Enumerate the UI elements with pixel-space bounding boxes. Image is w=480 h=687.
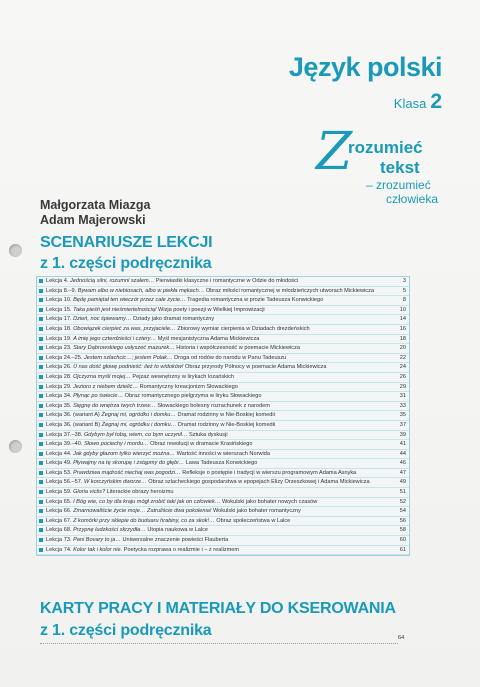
lesson-number: Lekcja 39.–40.	[46, 441, 83, 448]
series-logo	[316, 122, 446, 224]
lesson-title: Słowo pociechy i mordu…	[83, 441, 149, 448]
lesson-description: Wokulski jako bohater romantyczny	[211, 508, 301, 515]
table-of-contents	[36, 276, 410, 556]
toc-entry	[37, 431, 409, 441]
section1-subtitle: z 1. części podręcznika	[40, 255, 212, 272]
bullet-icon	[39, 279, 43, 283]
lesson-description: Literackie obrazy heroizmu	[105, 489, 174, 496]
page-number: 52	[399, 498, 406, 505]
lesson-number: Lekcja 73.	[46, 537, 72, 544]
lesson-number: Lekcja 34.	[46, 393, 72, 400]
grade-number: 2	[430, 90, 442, 113]
lesson-title: Gloria victis?	[73, 489, 106, 496]
bullet-icon	[39, 433, 43, 437]
lesson-title: Płynąc po świecie…	[73, 393, 124, 400]
lesson-title: Sięgnę do wnętrza twych trzew…	[73, 402, 156, 409]
lesson-title: Przypnę ludzkości skrzydła…	[73, 527, 146, 534]
toc-entry	[37, 315, 409, 325]
lesson-title: Jezioro z niebem dzielić…	[73, 383, 139, 390]
bullet-icon	[39, 519, 43, 523]
lesson-description: Obraz społeczeństwa w Lalce	[214, 517, 291, 524]
bullet-icon	[39, 375, 43, 379]
page-number: 31	[399, 393, 406, 400]
leader-dots	[40, 642, 398, 644]
toc-entry	[37, 306, 409, 316]
bullet-icon	[39, 385, 43, 389]
toc-entry	[37, 450, 409, 460]
toc-entry	[37, 373, 409, 383]
bullet-icon	[39, 394, 43, 398]
toc-entry	[37, 363, 409, 373]
page-number: 18	[399, 335, 406, 342]
lesson-title: Pani Bovary to ja…	[73, 537, 121, 544]
lesson-number: Lekcja 59.	[46, 489, 72, 496]
page-number: 10	[399, 306, 406, 313]
lesson-title: Zmarnowaliście życie moje… Zatruliście dwa pokolenia!	[73, 508, 212, 515]
toc-entry	[37, 546, 409, 556]
page-number: 60	[399, 537, 406, 544]
lesson-number: Lekcja 36. (wariant A)	[46, 412, 100, 419]
lesson-description: Słowackiego bolesny rozrachunek z narodem	[155, 402, 270, 409]
lesson-number: Lekcja 17.	[46, 316, 72, 323]
lesson-description: Pejzaż wewnętrzny w lirykach lozańskich	[130, 373, 235, 380]
page-number: 8	[402, 297, 406, 304]
toc-entry	[37, 287, 409, 297]
lesson-number: Lekcja 29.	[46, 383, 72, 390]
toc-entry	[37, 277, 409, 287]
page-number: 5	[402, 287, 406, 294]
lesson-description: Obraz romantycznego pielgrzyma w liryku Słowackiego	[123, 393, 262, 400]
lesson-title: Kolor tak i kolor nie.	[73, 546, 123, 553]
lesson-title: Taka pieśń jest nieśmiertelnością!	[73, 306, 157, 313]
lesson-description: Droga od rodów do narodu w Panu Tadeuszu	[172, 354, 287, 361]
toc-entry	[37, 478, 409, 488]
toc-entry	[37, 440, 409, 450]
lesson-title: Z komórki przy sklepie do buduaru hrabiny, co za skok!…	[73, 517, 215, 524]
lesson-number: Lekcja 66.	[46, 508, 72, 515]
lesson-description: Obraz miłości romantycznej w młodzieńczych utworach Mickiewicza	[204, 287, 375, 294]
lesson-title: Żegnaj mi, ogródku i domku…	[101, 412, 176, 419]
toc-entry	[37, 325, 409, 335]
lesson-number: Lekcja 74.	[46, 546, 72, 553]
lesson-number: Lekcja 36. (wariant B)	[46, 421, 101, 428]
lesson-title: Stary Dąbrowskiego usłyszeć mazurek…	[73, 345, 175, 352]
page-number: 39	[399, 431, 406, 438]
toc-entry	[37, 411, 409, 421]
lesson-title: Żegnaj mi, ogródku i domku…	[101, 421, 177, 428]
bullet-icon	[39, 452, 43, 456]
page-number: 22	[399, 354, 406, 361]
bullet-icon	[39, 365, 43, 369]
subject-title: Język polski	[288, 52, 442, 82]
lesson-number: Lekcja 4.	[46, 278, 69, 284]
toc-entry	[37, 488, 409, 498]
bullet-icon	[39, 404, 43, 408]
lesson-description: Romantyczny kreacjonizm Słowackiego	[138, 383, 238, 390]
section2-subtitle: z 1. części podręcznika	[40, 622, 212, 639]
page-number: 3	[402, 278, 406, 284]
lesson-description: Sztuka dyskusji	[187, 431, 228, 438]
lesson-title: Pływajmy na tę skorupę i zstąpmy do głębi…	[73, 460, 185, 467]
page-number: 58	[399, 527, 406, 534]
lesson-description: Refleksje o postępie i tradycji w wierszu programowym Adama Asnyka	[180, 469, 357, 476]
lesson-description: Zbiorowy wymiar cierpienia w Dziadach drezdeńskich	[175, 325, 310, 332]
bullet-icon	[39, 317, 43, 321]
page-number: 14	[399, 316, 406, 323]
toc-entry	[37, 354, 409, 364]
lesson-description: Myśl mesjanistyczna Adama Mickiewicza	[156, 335, 260, 342]
lesson-title: Ojczyzna myśli mojej…	[73, 373, 131, 380]
toc-entry	[37, 344, 409, 354]
page-number: 33	[399, 402, 406, 409]
lesson-description: Lawa Tadeusza Konwickiego	[184, 460, 258, 467]
bullet-icon	[39, 509, 43, 513]
section2-page: 64	[398, 635, 405, 641]
grade-word: Klasa	[393, 96, 427, 111]
bullet-icon	[39, 413, 43, 417]
bullet-icon	[39, 289, 43, 293]
lesson-title: I Bóg wie, co by dla kraju mógł zrobić taki jak on człowiek…	[73, 498, 221, 505]
page-number: 61	[399, 546, 406, 553]
page-number: 24	[399, 364, 406, 371]
lesson-title: Obowiązek cierpieć za was, przyjaciele…	[73, 325, 176, 332]
toc-entry	[37, 421, 409, 431]
lesson-number: Lekcja 10.	[46, 297, 72, 304]
grade-label	[394, 90, 442, 114]
authors	[40, 198, 150, 228]
bullet-icon	[39, 337, 43, 341]
bullet-icon	[39, 500, 43, 504]
bullet-icon	[39, 490, 43, 494]
lesson-title: Prawdziwa mądrość niechaj was pogodzi…	[73, 469, 181, 476]
toc-entry	[37, 296, 409, 306]
lesson-title: Gdybym był tobą, wiem, co bym uczynił…	[83, 431, 188, 438]
series-initial: Z	[316, 122, 353, 182]
lesson-description: Wizja poety i poezji w Wielkiej Improwizacji	[156, 306, 265, 313]
bullet-icon	[39, 538, 43, 542]
page-number: 26	[399, 373, 406, 380]
section2-title: KARTY PRACY I MATERIAŁY DO KSEROWANIA	[40, 600, 396, 617]
lesson-title: Bywam albo w niebiosach, albo w piekła mękach…	[77, 287, 205, 294]
toc-entry	[37, 335, 409, 345]
bullet-icon	[39, 528, 43, 532]
lesson-number: Lekcja 49.	[46, 460, 72, 467]
lesson-number: Lekcja 28.	[46, 373, 72, 380]
lesson-description: Pierwiastki klasyczne i romantyczne w Odzie do młodości	[154, 278, 299, 284]
lesson-number: Lekcja 53.	[46, 469, 72, 476]
bullet-icon	[39, 346, 43, 350]
page-number: 54	[399, 508, 406, 515]
lesson-number: Lekcja 56.–57.	[46, 479, 83, 486]
page-number: 37	[399, 421, 406, 428]
bullet-icon	[39, 480, 43, 484]
lesson-description: Poetycka rozprawa o realizmie i – z realizmem	[122, 546, 240, 553]
lesson-number: Lekcja 24.–25.	[46, 354, 83, 361]
punch-hole	[9, 244, 22, 257]
lesson-number: Lekcja 67.	[46, 517, 72, 524]
lesson-title: A imię jego czterdzieści i cztery…	[73, 335, 157, 342]
page-number: 51	[399, 489, 406, 496]
bullet-icon	[39, 461, 43, 465]
lesson-description: Tragedia romantyczna w prozie Tadeusza Konwickiego	[185, 297, 324, 304]
lesson-number: Lekcja 37.–38.	[46, 431, 83, 438]
lesson-number: Lekcja 15.	[46, 306, 72, 313]
series-line4: człowieka	[386, 192, 439, 206]
lesson-title: Dzień, noc śpiewamy…	[73, 316, 132, 323]
author-name: Adam Majerowski	[40, 213, 146, 227]
lesson-number: Lekcja 19.	[46, 335, 72, 342]
lesson-description: Dramat rodzinny w Nie-Boskiej komedii	[175, 412, 275, 419]
page-number: 44	[399, 450, 406, 457]
lesson-description: Obraz szlacheckiego gospodarstwa w epopejach Elizy Orzeszkowej i Adama Mickiewicza	[146, 479, 370, 486]
lesson-title: U nas dość głowę podnieść: ileż to widoków!	[73, 364, 184, 371]
toc-entry	[37, 459, 409, 469]
toc-entry	[37, 402, 409, 412]
lesson-number: Lekcja 8.–9.	[46, 287, 77, 294]
series-line1: rozumieć	[348, 138, 423, 157]
lesson-description: Historia i współczesność w poemacie Mickiewicza	[174, 345, 300, 352]
lesson-number: Lekcja 68.	[46, 527, 72, 534]
toc-entry	[37, 383, 409, 393]
toc-entry	[37, 498, 409, 508]
page-number: 16	[399, 325, 406, 332]
page-number: 41	[399, 441, 406, 448]
toc-entry	[37, 392, 409, 402]
toc-entry	[37, 526, 409, 536]
lesson-title: W korczyńskim dworze…	[83, 479, 147, 486]
toc-entry	[37, 507, 409, 517]
page-number: 46	[399, 460, 406, 467]
lesson-description: Utopia naukowa w Lalce	[145, 527, 209, 534]
bullet-icon	[39, 442, 43, 446]
punch-hole	[9, 440, 22, 453]
lesson-title: Jak gdyby głazom tylko wierzyć można…	[73, 450, 176, 457]
lesson-number: Lekcja 44.	[46, 450, 72, 457]
page-number: 56	[399, 517, 406, 524]
toc-entry	[37, 469, 409, 479]
lesson-title: Będę pamiętał ten wieczór przez całe życie…	[73, 297, 186, 304]
lesson-number: Lekcja 18.	[46, 325, 72, 332]
bullet-icon	[39, 548, 43, 552]
bullet-icon	[39, 356, 43, 360]
bullet-icon	[39, 327, 43, 331]
lesson-number: Lekcja 23.	[46, 345, 72, 352]
bullet-icon	[39, 471, 43, 475]
lesson-description: Uniwersalne znaczenie powieści Flauberta	[120, 537, 229, 544]
lesson-title: Jednością silni, rozumni szałem…	[69, 278, 155, 284]
lesson-description: Dziady jako dramat romantyczny	[131, 316, 215, 323]
lesson-number: Lekcja 65.	[46, 498, 72, 505]
page-number: 47	[399, 469, 406, 476]
bullet-icon	[39, 308, 43, 312]
page-number: 49	[399, 479, 406, 486]
series-line3: – zrozumieć	[366, 178, 431, 192]
lesson-description: Wokulski jako bohater nowych czasów	[220, 498, 318, 505]
bullet-icon	[39, 423, 43, 427]
lesson-description: Obraz rewolucji w dramacie Krasińskiego	[148, 441, 253, 448]
page-number: 20	[399, 345, 406, 352]
series-line2: tekst	[380, 158, 420, 177]
toc-entry	[37, 517, 409, 527]
bullet-icon	[39, 298, 43, 302]
page-number: 29	[399, 383, 406, 390]
page-number: 35	[399, 412, 406, 419]
lesson-number: Lekcja 26.	[46, 364, 72, 371]
section1-title: SCENARIUSZE LEKCJI	[40, 234, 213, 251]
lesson-number: Lekcja 35.	[46, 402, 72, 409]
lesson-description: Dramat rodzinny w Nie-Boskiej komedii	[176, 421, 276, 428]
lesson-description: Wartość inności w wierszach Norwida	[175, 450, 270, 457]
toc-entry	[37, 536, 409, 546]
author-name: Małgorzata Miazga	[40, 198, 151, 212]
lesson-description: Obraz przyrody Północy w poemacie Adama Mickiewicza	[183, 364, 327, 371]
lesson-title: Jestem szlachcic…; jestem Polak…	[83, 354, 173, 361]
